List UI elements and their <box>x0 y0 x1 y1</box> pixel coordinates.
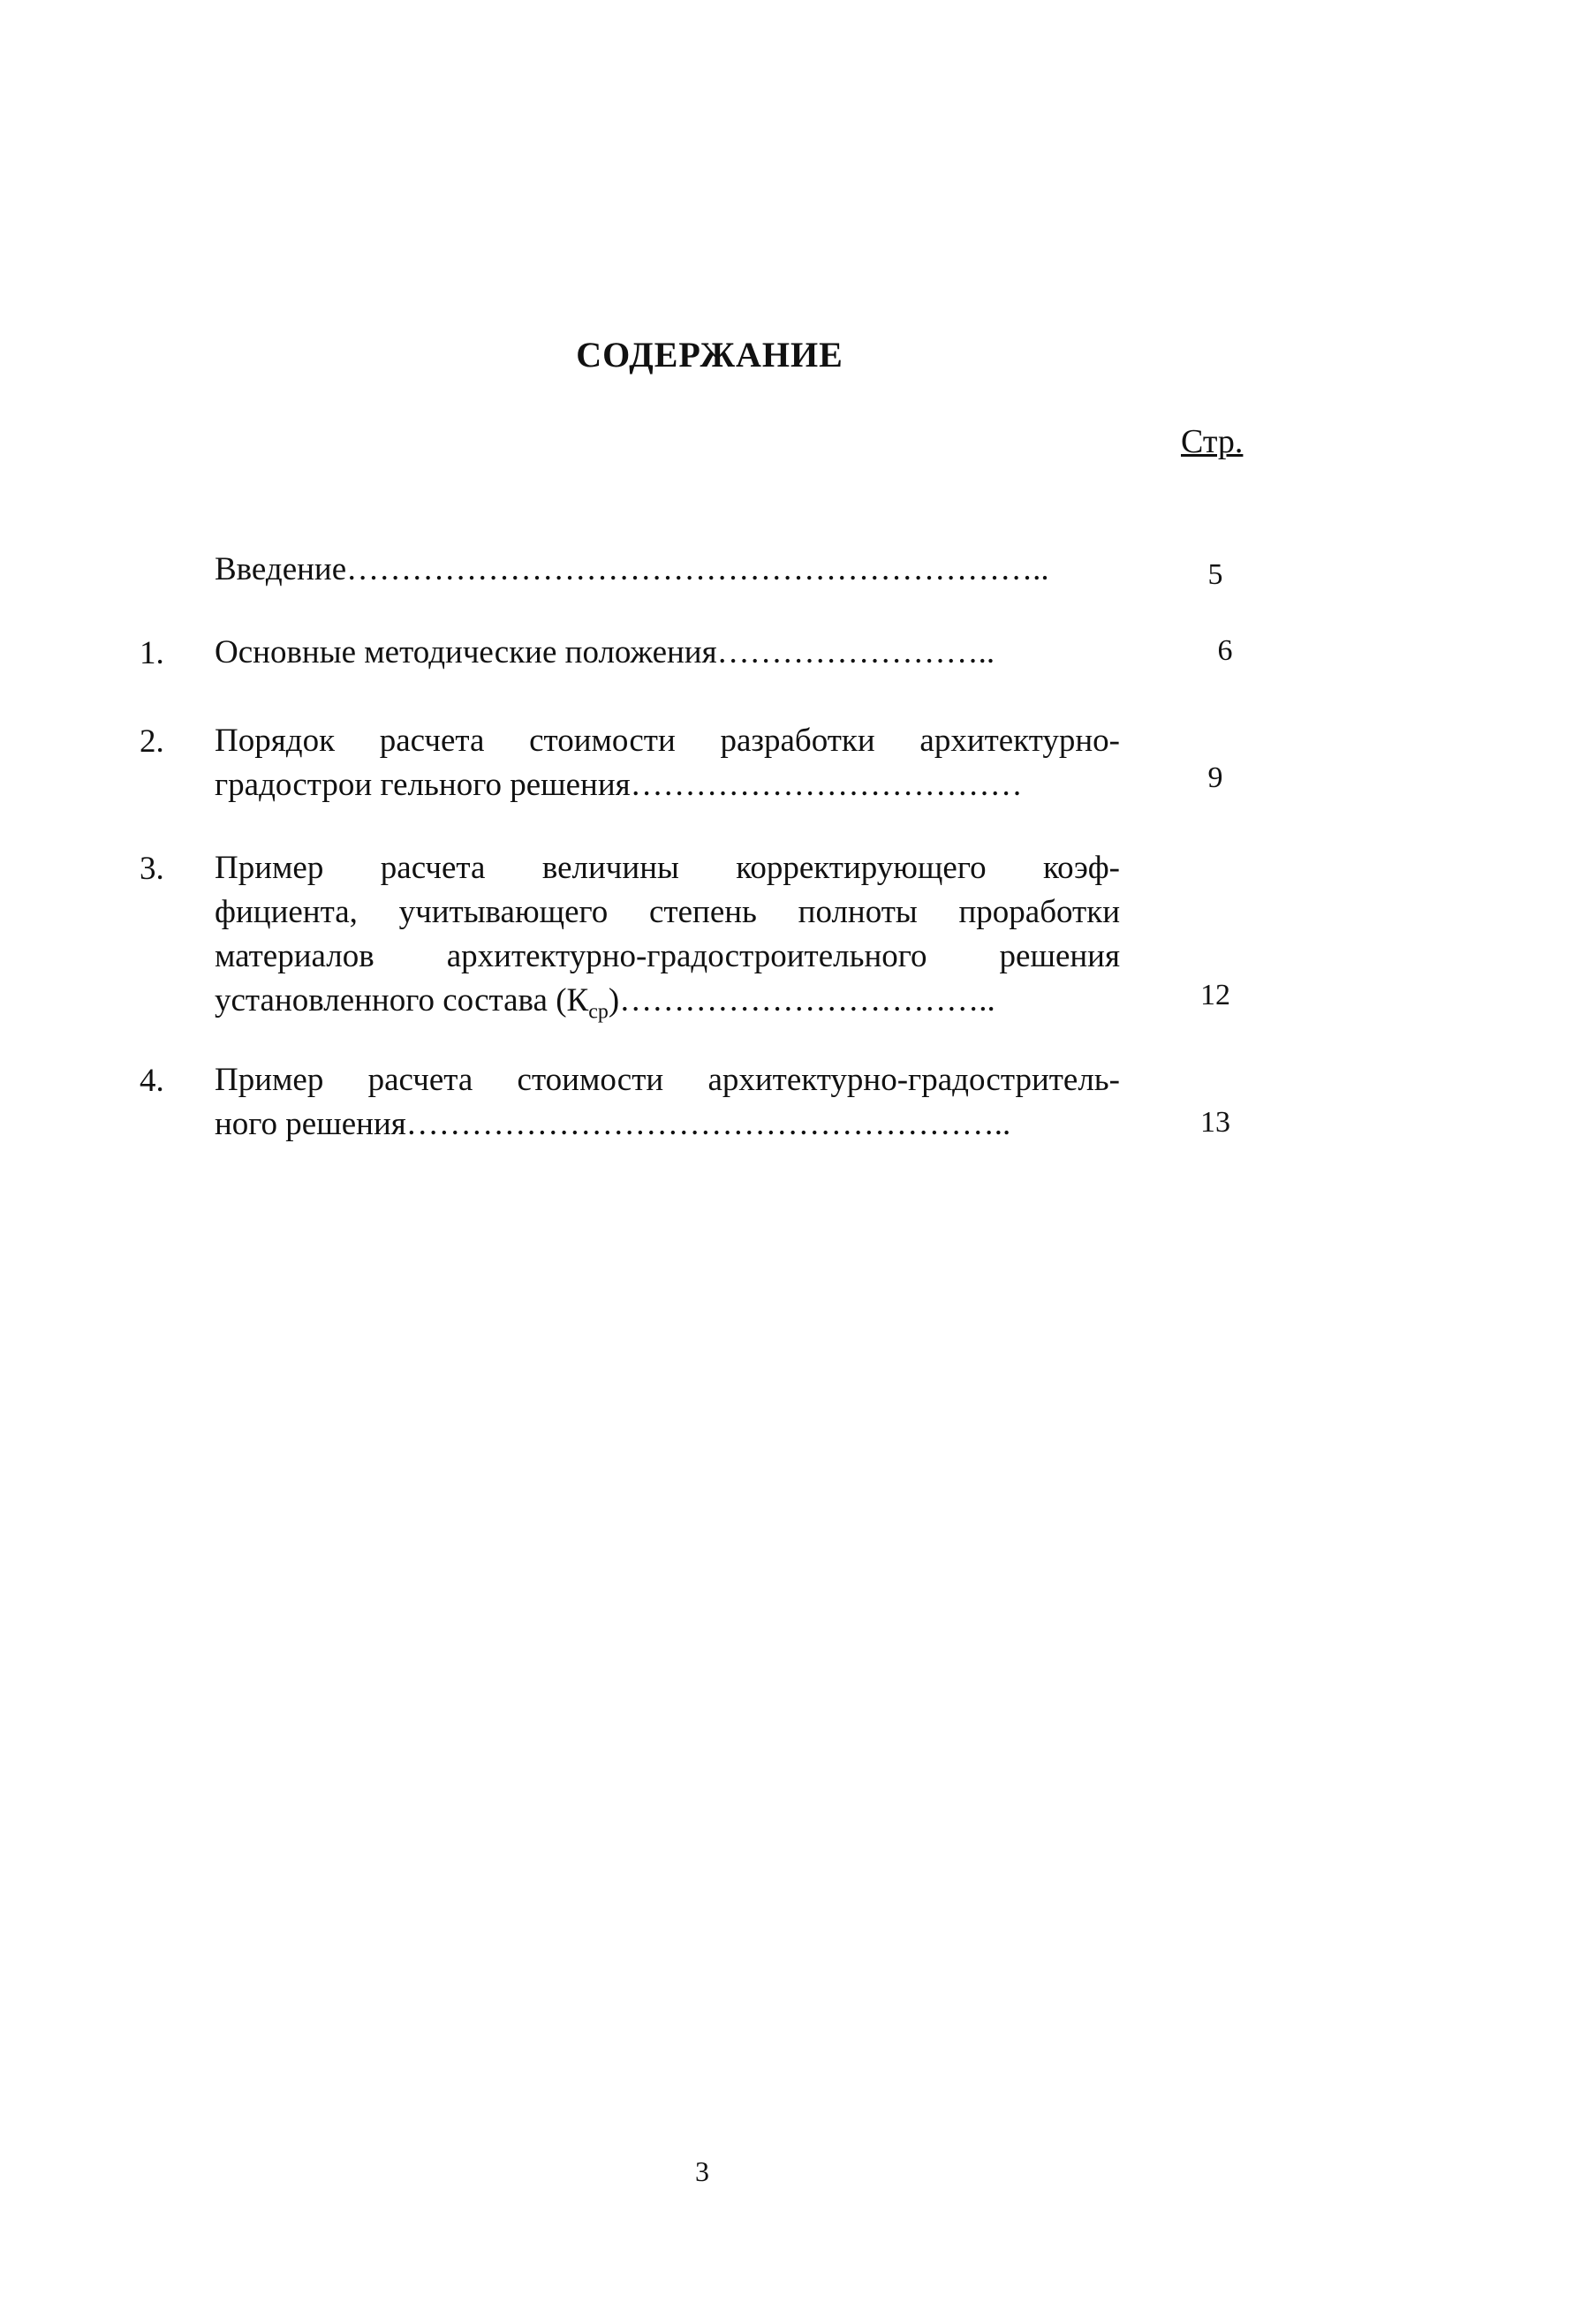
toc-entry-3[interactable] <box>215 846 1120 1034</box>
toc-entry-text: фициента, учитывающего степень полноты проработки <box>215 894 1120 930</box>
subscript: ср <box>588 1000 609 1024</box>
toc-entry-number: 3. <box>140 851 164 887</box>
toc-entry-text: Пример расчета величины корректирующего коэф- <box>215 850 1120 886</box>
toc-page-number: 6 <box>1217 634 1233 667</box>
toc-entry-text-last <box>215 979 1120 1034</box>
toc-page-number: 12 <box>1200 979 1230 1011</box>
toc-entry-number: 2. <box>140 723 164 760</box>
toc-entry-text: материалов архитектурно-градостроительного решения <box>215 938 1120 974</box>
toc-entry-text: Основные методические положения…………………….. <box>215 634 995 670</box>
toc-entry-introduction[interactable] <box>215 548 1120 592</box>
toc-entry-text: ного решения……………………………………………….. <box>215 1106 1011 1142</box>
toc-entry-text: градострои гельного решения……………………………… <box>215 767 1023 803</box>
toc-entry-text: Пример расчета стоимости архитектурно-градостритель- <box>215 1062 1120 1098</box>
toc-page-number: 13 <box>1200 1106 1230 1139</box>
toc-entry-number: 1. <box>140 635 164 671</box>
toc-entry-4[interactable] <box>215 1058 1120 1147</box>
toc-entry-text: Порядок расчета стоимости разработки архитектурно- <box>215 723 1120 759</box>
toc-entry-text-part: установленного состава (К <box>215 982 589 1018</box>
page-title: СОДЕРЖАНИЕ <box>576 335 843 375</box>
toc-entry-number: 4. <box>140 1063 164 1099</box>
footer-page-number: 3 <box>695 2155 709 2187</box>
toc-entry-2[interactable] <box>215 719 1120 807</box>
page-column-label: Стр. <box>1181 423 1244 460</box>
toc-page-number: 9 <box>1207 761 1223 794</box>
toc-entry-1[interactable] <box>215 631 1120 675</box>
toc-page-number: 5 <box>1207 558 1223 591</box>
toc-entry-text-part: )…………………………….. <box>608 982 995 1018</box>
toc-entry-text: Введение……………………………………………………….. <box>215 551 1049 587</box>
